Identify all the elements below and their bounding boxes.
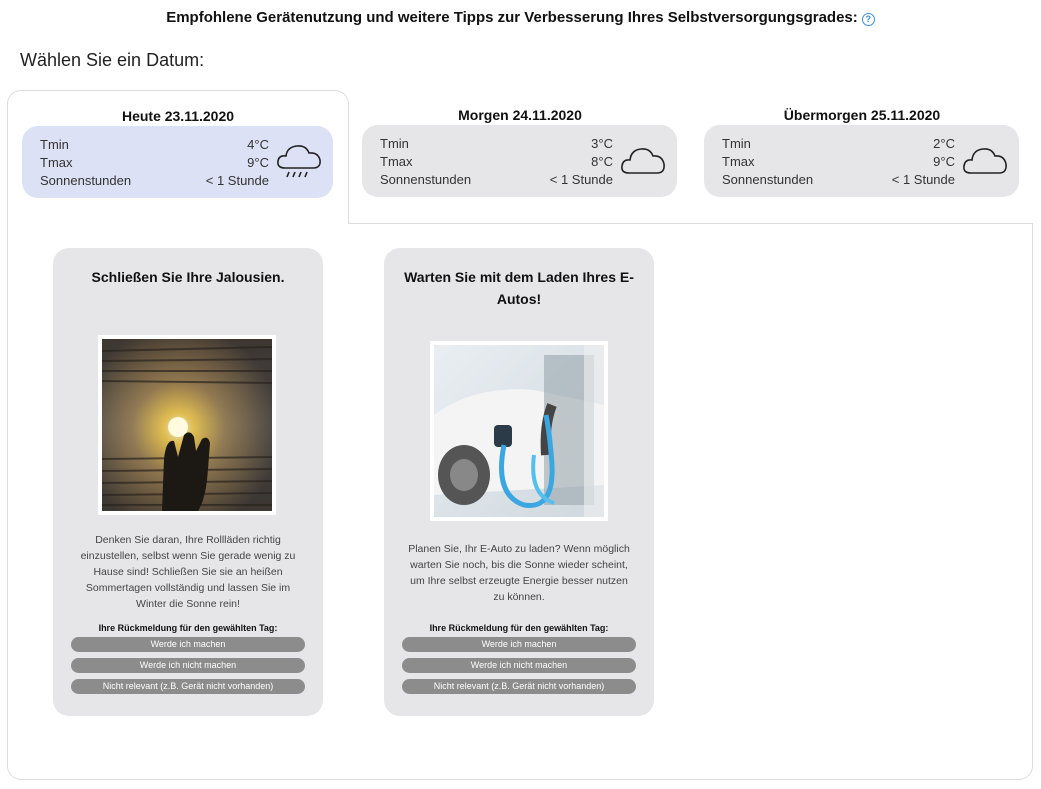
will-do-button[interactable]: Werde ich machen [71,637,305,652]
tmax-value: 9°C [247,155,269,170]
feedback-label: Ihre Rückmeldung für den gewählten Tag: [98,623,278,633]
tmax-label: Tmax [40,155,73,170]
sun-hours-label: Sonnenstunden [380,172,472,187]
rain-cloud-icon [275,142,323,182]
tip-description: Denken Sie daran, Ihre Rollläden richtig einzustellen, selbst wenn Sie gerade wenig zu Hause sind! Schließen Sie sie an heißen Sommertagen vollständig und lassen Sie im Winter die Sonne rein! [80,534,296,610]
tab-day-after-tomorrow-title: Übermorgen 25.11.2020 [783,107,941,123]
tmax-label: Tmax [380,154,413,169]
will-do-button[interactable]: Werde ich machen [402,637,636,652]
will-not-do-button[interactable]: Werde ich nicht machen [402,658,636,673]
tab-today-title: Heute 23.11.2020 [121,108,235,124]
help-icon[interactable]: ? [862,13,875,26]
tip-title: Warten Sie mit dem Laden Ihres E-Autos! [404,269,634,307]
page-title-text: Empfohlene Gerätenutzung und weitere Tipps zur Verbesserung Ihres Selbstversorgungsgrades: [166,9,858,26]
tab-tomorrow-title: Morgen 24.11.2020 [458,107,582,123]
not-relevant-button[interactable]: Nicht relevant (z.B. Gerät nicht vorhanden) [402,679,636,694]
weather-summary-tomorrow[interactable] [362,125,677,197]
sun-hours-value: < 1 Stunde [891,172,955,187]
tab-today[interactable] [7,90,349,224]
feedback-label: Ihre Rückmeldung für den gewählten Tag: [429,623,609,633]
tip-description: Planen Sie, Ihr E-Auto zu laden? Wenn möglich warten Sie noch, bis die Sonne wieder scheint, um Ihre selbst erzeugte Energie besser nutzen zu können. [408,543,630,603]
date-select-label: Wählen Sie ein Datum: [20,50,205,70]
tmin-value: 2°C [933,136,955,151]
sun-hours-label: Sonnenstunden [40,173,132,188]
will-not-do-button[interactable]: Werde ich nicht machen [71,658,305,673]
tmin-label: Tmin [380,136,409,151]
cloud-icon [619,141,667,181]
tmax-value: 8°C [591,154,613,169]
tmin-label: Tmin [40,137,69,152]
tmin-value: 3°C [591,136,613,151]
not-relevant-button[interactable]: Nicht relevant (z.B. Gerät nicht vorhanden) [71,679,305,694]
cloud-icon [961,141,1009,181]
weather-summary-day-after-tomorrow[interactable] [704,125,1019,197]
tmax-value: 9°C [933,154,955,169]
ev-charging-image [430,341,608,521]
tip-card-blinds [53,248,323,716]
tmin-label: Tmin [722,136,751,151]
tip-card-ev-charging [384,248,654,716]
tmax-label: Tmax [722,154,755,169]
sun-hours-label: Sonnenstunden [722,172,814,187]
tab-tomorrow[interactable] [349,90,691,224]
sun-hours-value: < 1 Stunde [549,172,613,187]
page-title [0,9,1041,26]
tab-day-after-tomorrow[interactable] [691,90,1033,224]
blinds-sun-image [98,335,276,515]
tip-title: Schließen Sie Ihre Jalousien. [91,269,285,285]
weather-summary-today[interactable] [22,126,333,198]
sun-hours-value: < 1 Stunde [205,173,269,188]
tmin-value: 4°C [247,137,269,152]
